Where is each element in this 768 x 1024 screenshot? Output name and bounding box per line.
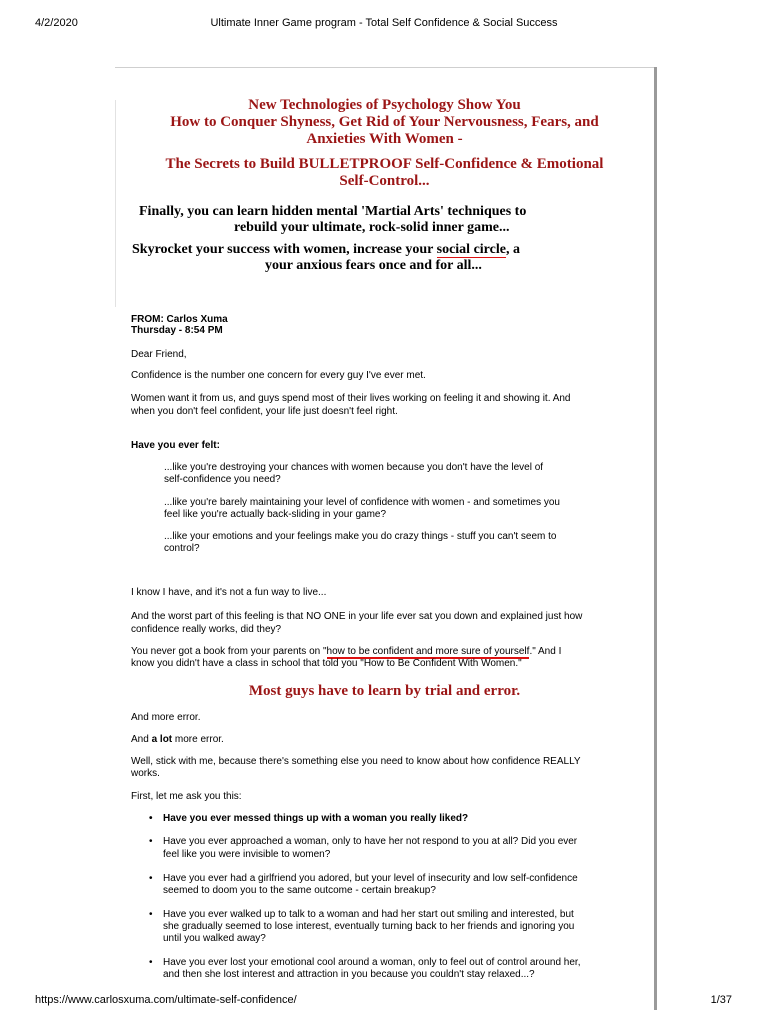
page-number: 1/37: [710, 994, 732, 1006]
bullet-dot: •: [149, 813, 153, 824]
promo-text: Skyrocket your success with women, increase your: [132, 242, 437, 257]
promo-line: Finally, you can learn hidden mental 'Martial Arts' techniques to: [139, 204, 527, 219]
paragraph: I know I have, and it's not a fun way to live...: [131, 587, 327, 598]
felt-item: ...like you're barely maintaining your level of confidence with women - and sometimes you: [164, 497, 560, 508]
felt-item: ...like your emotions and your feelings make you do crazy things - stuff you can't seem to: [164, 531, 557, 542]
bullet-dot: •: [149, 909, 153, 920]
paragraph: know you didn't have a class in school that told you "How to Be Confident With Women.": [131, 658, 522, 669]
subheadline-line: The Secrets to Build BULLETPROOF Self-Confidence & Emotional: [165, 156, 604, 172]
paragraph-text: And: [131, 734, 152, 745]
paragraph-text: more error.: [172, 734, 224, 745]
felt-item: self-confidence you need?: [164, 474, 281, 485]
headline-line: New Technologies of Psychology Show You: [248, 97, 521, 113]
callout-heading: Most guys have to learn by trial and error.: [248, 683, 521, 699]
paragraph: when you don't feel confident, your life just doesn't feel right.: [131, 406, 398, 417]
paragraph: And the worst part of this feeling is that NO ONE in your life ever sat you down and explained just how: [131, 611, 583, 622]
felt-item: ...like you're destroying your chances with women because you don't have the level of: [164, 462, 544, 473]
list-item: Have you ever had a girlfriend you adored, but your level of insecurity and low self-confidence: [163, 873, 578, 884]
subheadline-line: Self-Control...: [339, 173, 430, 189]
print-url: https://www.carlosxuma.com/ultimate-self-confidence/: [35, 994, 297, 1006]
paragraph: And more error.: [131, 712, 201, 723]
from-date: Thursday - 8:54 PM: [131, 325, 223, 336]
paragraph: [131, 734, 641, 746]
promo-line: [132, 241, 520, 258]
paragraph: Confidence is the number one concern for every guy I've ever met.: [131, 370, 426, 381]
emphasis: a lot: [151, 734, 173, 745]
list-item: she gradually seemed to lose interest, eventually turning back to her friends and ignoring you: [163, 921, 575, 932]
list-item: seemed to doom you to the same outcome - certain breakup?: [163, 885, 436, 896]
main-headline: [115, 97, 654, 148]
from-label: FROM: Carlos Xuma: [131, 314, 228, 325]
paragraph: Women want it from us, and guys spend most of their lives working on feeling it and showing it. And: [131, 393, 571, 404]
paragraph: confidence really works, did they?: [131, 624, 282, 635]
felt-item: control?: [164, 543, 200, 554]
felt-item: feel like you're actually back-sliding in your game?: [164, 509, 387, 520]
felt-heading: Have you ever felt:: [131, 440, 220, 451]
confidence-link[interactable]: how to be confident and more sure of yourself: [326, 646, 530, 657]
paragraph: works.: [131, 768, 160, 779]
paragraph-text: ." And I: [529, 646, 562, 657]
promo-text: , a: [505, 242, 520, 257]
print-title: Ultimate Inner Game program - Total Self Confidence & Social Success: [210, 17, 558, 29]
paragraph-text: You never got a book from your parents on ": [131, 646, 327, 657]
paragraph: [131, 646, 641, 658]
social-circle-link[interactable]: social circle: [436, 242, 506, 257]
list-item: until you walked away?: [163, 933, 266, 944]
list-item: Have you ever approached a woman, only to have her not respond to you at all? Did you ever: [163, 836, 578, 847]
headline-line: Anxieties With Women -: [306, 131, 463, 147]
subheadline: [115, 156, 654, 190]
print-date: 4/2/2020: [35, 17, 78, 29]
promo-line: your anxious fears once and for all...: [265, 258, 482, 273]
headline-line: How to Conquer Shyness, Get Rid of Your Nervousness, Fears, and: [170, 114, 599, 130]
list-item: Have you ever messed things up with a woman you really liked?: [163, 813, 469, 824]
bullet-dot: •: [149, 873, 153, 884]
list-item: Have you ever lost your emotional cool around a woman, only to feel out of control around her,: [163, 957, 581, 968]
promo-line: rebuild your ultimate, rock-solid inner game...: [234, 220, 510, 235]
paragraph: First, let me ask you this:: [131, 791, 242, 802]
list-item: and then she lost interest and attraction in you because you couldn't stay relaxed...?: [163, 969, 535, 980]
greeting: Dear Friend,: [131, 349, 187, 360]
bullet-dot: •: [149, 957, 153, 968]
content-edge-shadow: [654, 300, 657, 1010]
list-item: feel like you were invisible to women?: [163, 849, 331, 860]
bullet-dot: •: [149, 836, 153, 847]
paragraph: Well, stick with me, because there's something else you need to know about how confidence REALLY: [131, 756, 581, 767]
box-shadow: [654, 67, 657, 307]
list-item: Have you ever walked up to talk to a woman and had her start out smiling and interested, but: [163, 909, 574, 920]
